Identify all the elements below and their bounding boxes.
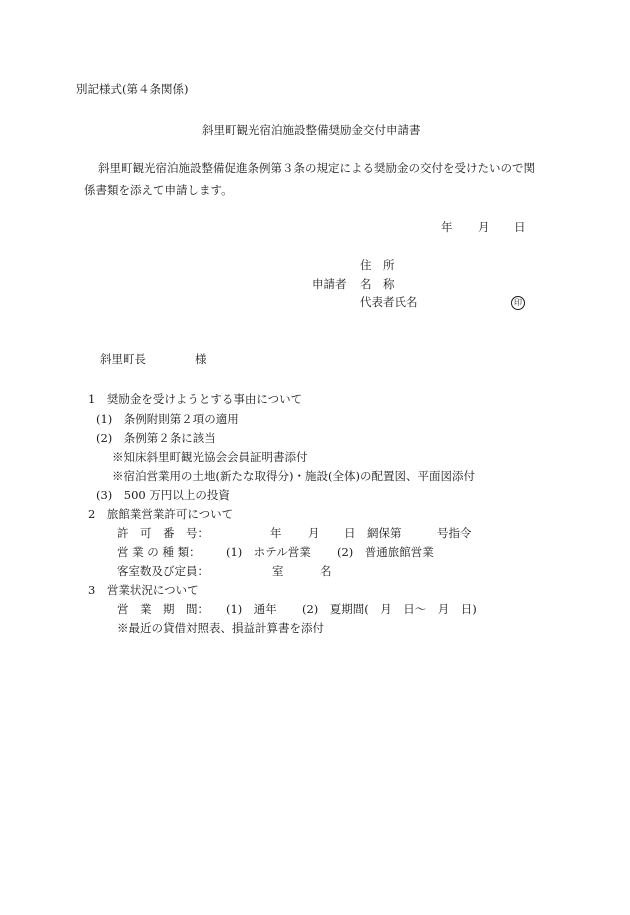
date-day: 日 bbox=[514, 220, 526, 234]
business-type-option-2: (2) 普通旅館営業 bbox=[337, 545, 434, 559]
intro-line-2: 係書類を添えて申請します。 bbox=[84, 183, 233, 197]
section3-heading: 3 営業状況について bbox=[88, 583, 199, 597]
applicant-role-label: 申請者 bbox=[312, 277, 347, 291]
form-label: 別記様式(第４条関係) bbox=[76, 82, 189, 96]
document-title: 斜里町観光宿泊施設整備奨励金交付申請書 bbox=[202, 123, 421, 137]
permit-office: 網保第 bbox=[367, 526, 402, 540]
applicant-name-label: 名 称 bbox=[360, 277, 395, 291]
seal-mark bbox=[511, 296, 525, 310]
intro-line-1: 斜里町観光宿泊施設整備促進条例第３条の規定による奨励金の交付を受けたいので関 bbox=[98, 161, 535, 175]
business-type-label: 営 業 の 種 類： bbox=[117, 545, 201, 559]
capacity-label: 客室数及び定員： bbox=[117, 564, 209, 578]
business-period-option-2: (2) 夏期間( 月 日〜 月 日) bbox=[302, 602, 477, 616]
business-type-option-1: (1) ホテル営業 bbox=[226, 545, 311, 559]
section1-note-1: ※知床斜里町観光協会会員証明書添付 bbox=[112, 450, 308, 464]
section1-item-3: (3) 500 万円以上の投資 bbox=[96, 488, 230, 502]
section1-item-2: (2) 条例第２条に該当 bbox=[96, 431, 216, 445]
rooms-unit: 室 bbox=[272, 564, 284, 578]
section1-item-1: (1) 条例附則第２項の適用 bbox=[96, 412, 239, 426]
section1-note-2: ※宿泊営業用の土地(新たな取得分)・施設(全体)の配置図、平面図添付 bbox=[112, 469, 475, 483]
business-period-option-1: (1) 通年 bbox=[226, 602, 277, 616]
addressee-name: 斜里町長 bbox=[100, 352, 146, 366]
section1-heading: 1 奨励金を受けようとする事由について bbox=[88, 392, 303, 406]
business-period-label: 営 業 期 間： bbox=[117, 602, 209, 616]
permit-month: 月 bbox=[308, 526, 320, 540]
section3-note: ※最近の貸借対照表、損益計算書を添付 bbox=[117, 621, 324, 635]
date-year: 年 bbox=[441, 220, 453, 234]
people-unit: 名 bbox=[320, 564, 332, 578]
permit-year: 年 bbox=[270, 526, 282, 540]
section2-heading: 2 旅館業営業許可について bbox=[88, 507, 234, 521]
date-month: 月 bbox=[478, 220, 490, 234]
permit-number-label: 許 可 番 号： bbox=[117, 526, 209, 540]
applicant-rep-label: 代表者氏名 bbox=[360, 295, 418, 309]
applicant-address-label: 住 所 bbox=[360, 258, 395, 272]
permit-day: 日 bbox=[344, 526, 356, 540]
permit-number-suffix: 号指令 bbox=[437, 526, 472, 540]
seal-icon: 印 bbox=[511, 296, 525, 310]
addressee-honorific: 様 bbox=[195, 352, 207, 366]
